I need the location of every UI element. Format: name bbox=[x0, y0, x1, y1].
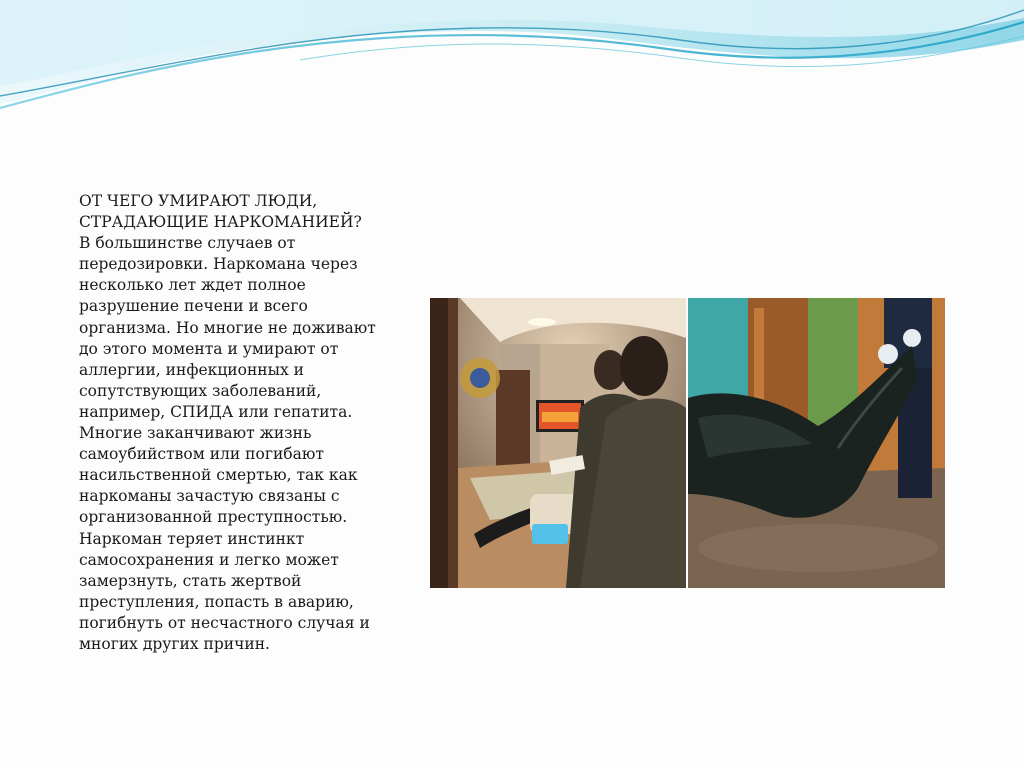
wave-header-decoration bbox=[0, 0, 1024, 120]
body-bag-photo bbox=[688, 298, 945, 588]
slide-body-text: ОТ ЧЕГО УМИРАЮТ ЛЮДИ, СТРАДАЮЩИЕ НАРКОМАНИЕЙ? В большинстве случаев от передозировки. Наркомана через несколько лет ждет полное разрушение печени и всего организма. Но многие не доживают до этого момента и умирают от аллергии, инфекционных и сопутствующих заболеваний, например, СПИДА или гепатита. Многие заканчивают жизнь самоубийством или погибают насильственной смертью, так как наркоманы зачастую связаны с организованной преступностью. Наркоман теряет инстинкт самосохранения и легко может замерзнуть, стать жертвой преступления, попасть в аварию, погибнуть от несчастного случая и многих других причин. bbox=[79, 192, 376, 653]
crime-scene-room-photo bbox=[430, 298, 686, 588]
